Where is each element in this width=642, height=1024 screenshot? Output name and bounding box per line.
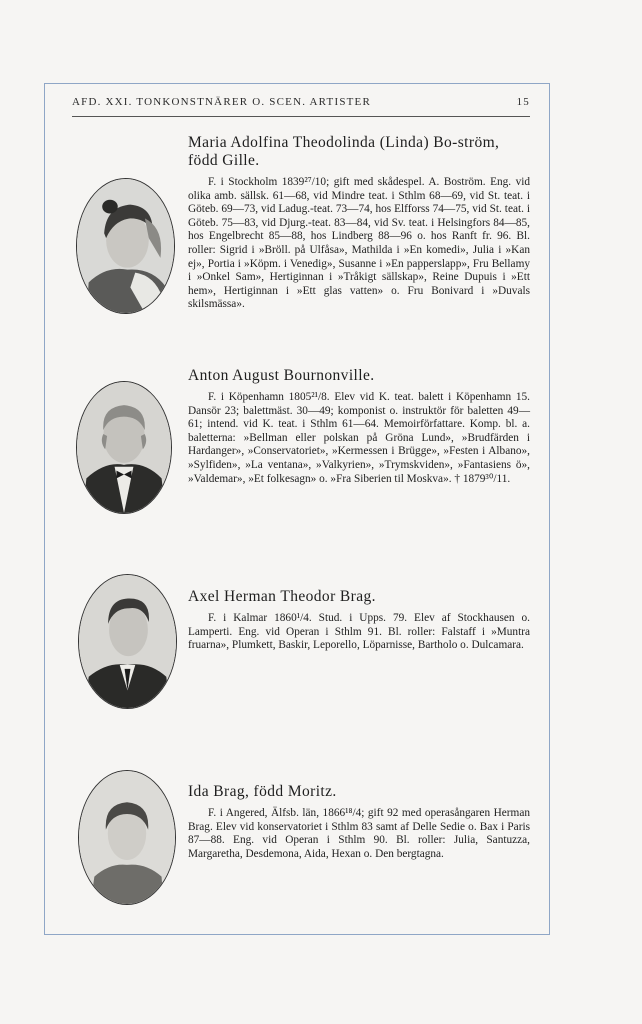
entry-bio: F. i Angered, Älfsb. län, 1866¹⁸/4; gift 92 med operasångaren Herman Brag. Elev vid konservatoriet i Sthlm 83 samt af Delle Sedie o. Bax i Paris 87—88. Eng. vid Operan i Sthlm 90. Bl. roller: Julia, Santuzza, Margaretha, Desdemona, Aida, Hexan o. Den bergtagna. [188, 807, 530, 860]
portrait-axel-brag [78, 574, 177, 709]
entry-name: Maria Adolfina Theodolinda (Linda) Bo-ström, född Gille. [188, 134, 500, 169]
entry-linda-bostrom [188, 134, 530, 312]
portrait-ida-brag [78, 770, 176, 905]
entry-bio: F. i Stockholm 1839²⁷/10; gift med skådespel. A. Boström. Eng. vid olika amb. sällsk. 61—68, vid Mindre teat. i Sthlm 68—69, vid St. teat. i Göteb. 69—73, vid Ladug.-teat. 73—74, hos Elfforss 74—75, vid St. teat. i Göteb. 75—83, vid Djurg.-teat. 83—84, vid Sv. teat. i Helsingfors 84—85, hos Engelbrecht 85—88, hos Lindberg 88—96 o. hos Ranft fr. 96. Bl. roller: Sigrid i »Bröll. på Ulfåsa», Mathilda i »En komedi», Julia i »Kan ej», Portia i »Köpm. i Venedig», Susanne i »En papperslapp», Fru Bellamy i »Onkel Sam», Hertiginnan i »Tråkigt sällskap», Reine Dupuis i »Ett hem», Hertiginnan i »Ett glas vatten» o. Fru Bonivard i »Duvals skilsmässa». [188, 176, 530, 311]
header-rule [72, 116, 530, 117]
entry-name: Anton August Bournonville. [188, 367, 375, 384]
entry-name: Axel Herman Theodor Brag. [188, 588, 376, 605]
running-header-title: AFD. XXI. TONKONSTNÄRER O. SCEN. ARTISTER [72, 96, 372, 108]
running-header [72, 96, 530, 108]
portrait-bournonville [76, 381, 172, 514]
entry-bournonville [188, 367, 530, 486]
entry-ida-brag [188, 783, 530, 861]
portrait-linda-bostrom [76, 178, 175, 314]
entry-bio: F. i Köpenhamn 1805²¹/8. Elev vid K. teat. balett i Köpenhamn 15. Dansör 23; balettmäst. 30—49; komponist o. instruktör för baletten 49—61; intend. vid K. teat. i Sthlm 61—64. Memoirförfattare. Komp. bl. a. baletterna: »Bellman eller polskan på Gröna Lund», »Brudfärden i Hardanger», »Conservatoriet», »Kermessen i Brügge», »Festen i Albano», »Sylfiden», »La ventana», »Valkyrien», »Trymskviden», »Fantasiens ö», »Valdemar», »Et folkesagn» o. »Fra Siberien til Moskva». † 1879³⁰/11. [188, 391, 530, 485]
entry-name: Ida Brag, född Moritz. [188, 783, 337, 800]
entry-bio: F. i Kalmar 1860¹/4. Stud. i Upps. 79. Elev af Stockhausen o. Lamperti. Eng. vid Operan i Sthlm 91. Bl. roller: Falstaff i »Muntra fruarna», Plumkett, Baskir, Leporello, Löparnisse, Bartholo o. Dulcamara. [188, 612, 530, 652]
entry-axel-brag [188, 588, 530, 653]
page-number: 15 [516, 96, 530, 108]
